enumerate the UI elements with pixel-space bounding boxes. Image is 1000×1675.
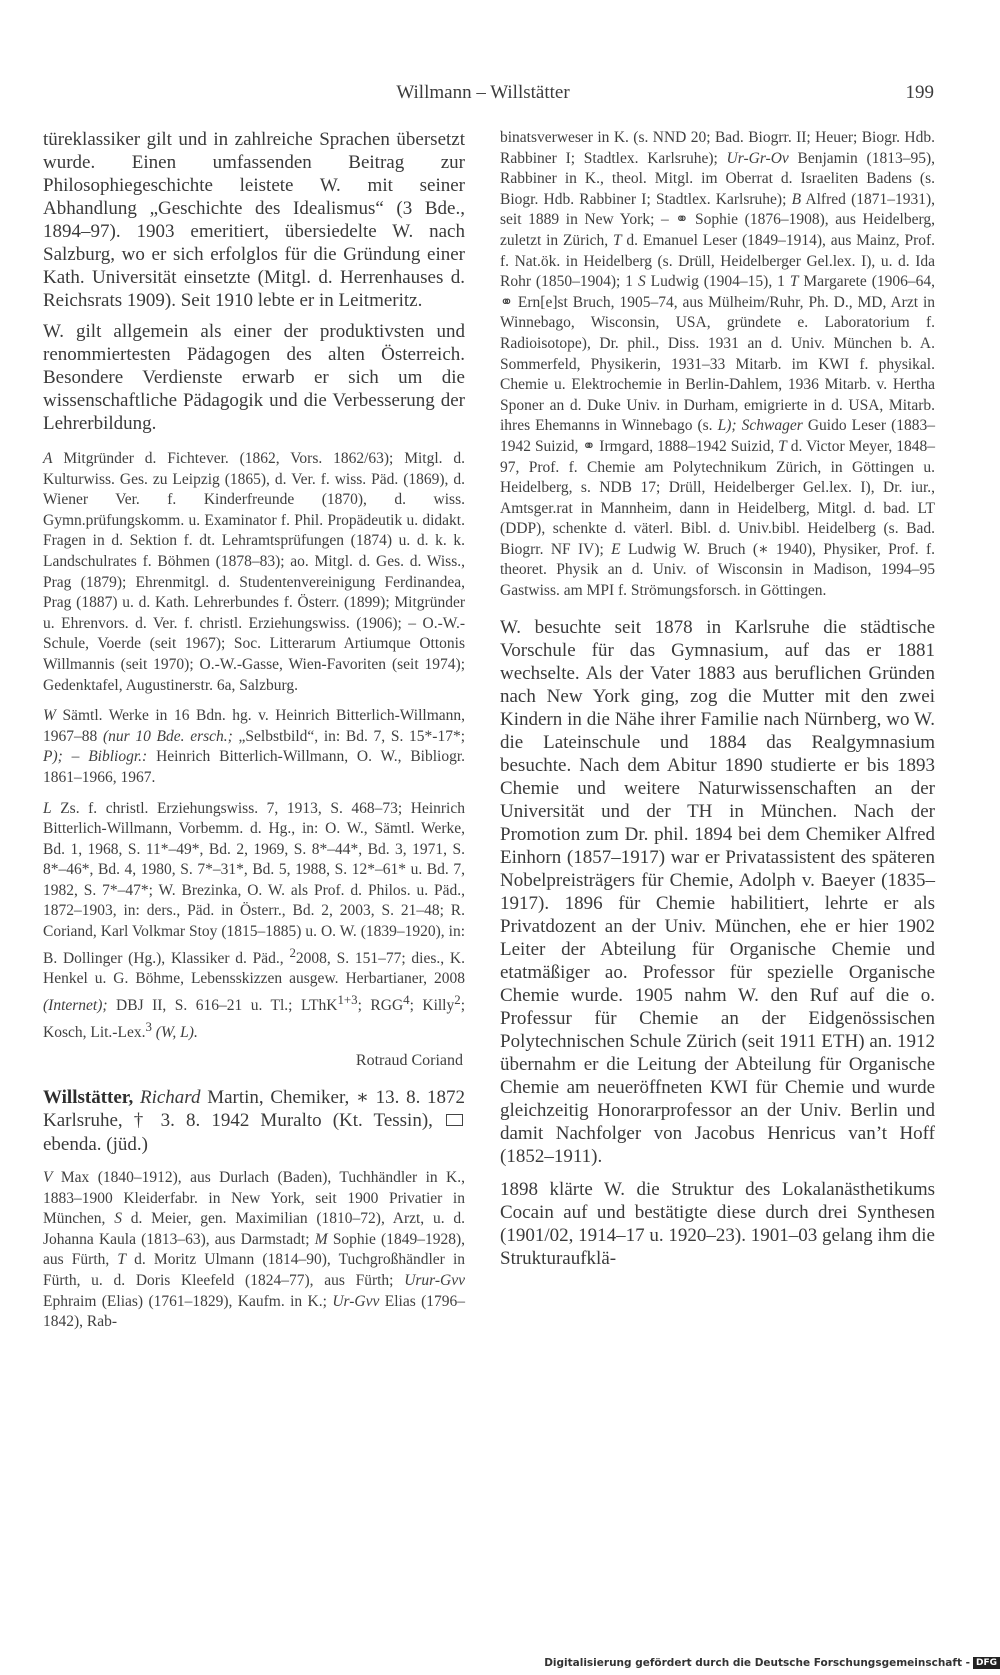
burial-box-icon <box>446 1114 463 1126</box>
r-s: S <box>637 273 646 291</box>
r-text-9: Ludwig W. Bruch (∗ 1940), Physiker, Prof. f. theoret. Physik an d. Univ. of Wisconsin in Madison, 1994–95 Gastwiss. am MPI f. Strömungsforsch. in Göttingen. <box>500 540 936 600</box>
section-w-text-2: „Selbstbild“, in: Bd. 7, S. 15*-17*; <box>238 727 466 745</box>
section-label-w: W <box>43 707 56 725</box>
r-text-2: Benjamin (1813–95), Rabbiner in K., theol. Mitgl. im Oberrat d. Israeliten Badens (s. Biogr. Hdb. Rabbiner I; Stadtlex. Karlsruhe); <box>500 149 935 208</box>
section-l-italic-2: (W, L). <box>155 1023 198 1041</box>
footer-text: Digitalisierung gefördert durch die Deutsche Forschungsgemeinschaft - <box>544 1657 970 1669</box>
entry-lemma: Willstätter, <box>43 1086 134 1108</box>
r-t2: T <box>789 273 799 291</box>
section-w-italic-1: (nur 10 Bde. ersch.; <box>102 727 233 745</box>
r-urgrov: Ur-Gr-Ov <box>726 149 789 167</box>
v-urgvv: Ur-Gvv <box>332 1292 380 1310</box>
v-t: T <box>117 1251 127 1269</box>
paragraph-willstaetter-research: 1898 klärte W. die Struktur des Lokalanästhetikums Cocain auf und bestätigte diese durch drei Synthesen (1901/02, 1914–17 u. 1920–23). 1901–03 gelang ihm die Strukturaufklä- <box>500 1178 935 1269</box>
edition-sup: 2 <box>289 944 296 960</box>
paragraph-willstaetter-career: W. besuchte seit 1878 in Karlsruhe die städtische Vorschule für das Gymnasium, auf das er 1881 wechselte. Als der Vater 1883 aus beruflichen Gründen nach New York ging, zog die Mutter mit den zwei Kindern in die Nähe ihrer Familie nach Nürnberg, wo W. die Lateinschule und 1884 das Realgymnasium besuchte. Nach dem Abitur 1890 studierte er bis 1893 Chemie und weitere Naturwissenschaften an der Universität und der TH in München. Nach der Promotion zum Dr. phil. 1894 bei dem Chemiker Alfred Einhorn (1857–1917) war er Privatassistent des späteren Nobelpreisträgers für Chemie, Adolph v. Baeyer (1835–1917). 1896 für Chemie habilitiert, lehrte er als Privatdozent an der Univ. München, ehe er hier 1902 Leiter der Abteilung für Organische Chemie und etatmäßiger ao. Professor für spezielle Organische Chemie wurde. 1905 nahm W. den Ruf auf die o. Professur für Chemie an der Eidgenössischen Polytechnischen Schule Zürich (seit 1911 ETH) an. 1912 übernahm er die Leitung der Abteilung für Organische Chemie am neueröffneten KWI für Chemie und wurde gleichzeitig Honorarprofessor an der Univ. Berlin und damit Nachfolger von Jacobus Henricus van’t Hoff (1852–1911). <box>500 616 935 1167</box>
v-s: S <box>114 1210 122 1228</box>
r-e: E <box>611 540 621 558</box>
section-label-a: A <box>43 450 53 467</box>
section-w-text-1: Sämtl. Werke in 16 Bdn. hg. v. Heinrich Bitterlich-Willmann, 1967–88 <box>43 707 466 745</box>
section-l-text-2: 2008, S. 151–77; dies., K. Henkel u. G. Böhme, Lebensskizzen ausgew. Herbartianer, 2008 <box>43 949 465 988</box>
r-text-6: Margarete (1906–64, ⚭ Ern[e]st Bruch, 1905–74, aus Mülheim/Ruhr, Ph. D., MD, Arzt in Winnebago, Wisconsin, USA, gründete e. Laboratorium f. Radioisotope), Dr. phil., Diss. 1931 an d. Univ. München b. A. Sommerfeld, Physikerin, 1931–33 Mitarb. im KWI f. physikal. Chemie u. Elektrochemie in Berlin-Dahlem, 1936 Mitarb. v. Hertha Sponer an d. Duke Univ. in Durham, emigrierte in d. USA, Mitarb. ihres Ehemanns in Winnebago (s. <box>500 273 936 435</box>
section-l-text-3: DBJ II, S. 616–21 u. Tl.; LThK <box>116 997 338 1015</box>
section-label-l: L <box>43 799 52 817</box>
section-l-text-1: Zs. f. christl. Erziehungswiss. 7, 1913, S. 468–73; Heinrich Bitterlich-Willmann, Vorbemm. d. Hg., in: O. W., Sämtl. Werke, Bd. 1, 1968, S. 11*–49*, Bd. 2, 1969, S. 8*–44*, Bd. 3, 1971, S. 8*–46*, Bd. 4, 1980, S. 7*–31*, Bd. 5, 1988, S. 12*–61* u. Bd. 7, 1982, S. 7*–47*; W. Brezinka, O. W. als Prof. d. Philos. u. Päd., 1872–1903, in: ders., Päd. in Österr., Bd. 2, 2003, S. 21–48; R. Coriand, Karl Volkmar Stoy (1815–1885) u. O. W. (1839–1920), in: B. Dollinger (Hg.), Klassiker d. Päd., <box>43 799 465 967</box>
v-urur: Urur-Gvv <box>404 1271 465 1289</box>
r-text-1: binatsverweser in K. (s. NND 20; Bad. Biogrr. II; Heuer; Biogr. Hdb. Rabbiner I; Stadtlex. Karlsruhe); <box>500 129 935 167</box>
r-text-4: d. Emanuel Leser (1849–1914), aus Mainz, Prof. f. Nat.ök. in Heidelberg (s. Drüll, Heidelberger Gel.lex. I), u. d. Ida Rohr (1850–1904); 1 <box>500 231 936 291</box>
entry-forename: Richard <box>139 1086 201 1108</box>
rgg-sup: 4 <box>403 992 410 1007</box>
v-text-5: Ephraim (Elias) (1761–1829), Kaufm. in K.; <box>43 1292 327 1310</box>
v-text-4: d. Moritz Ulmann (1814–90), Tuchgroßhändler in Fürth, u. d. Doris Kleefeld (1824–77), aus Fürth; <box>43 1251 466 1289</box>
lthk-sup: 1+3 <box>337 992 358 1007</box>
r-text-5: Ludwig (1904–15), 1 <box>650 273 785 291</box>
author-byline: Rotraud Coriand <box>355 1051 463 1069</box>
section-label-v: V <box>43 1169 53 1186</box>
r-t1: T <box>612 231 622 249</box>
section-w-italic-2: P); – Bibliogr.: <box>43 748 148 766</box>
section-a-honours <box>43 449 465 696</box>
r-b: B <box>791 190 802 208</box>
v-text-6: Elias (1796–1842), Rab- <box>43 1292 466 1331</box>
section-l-literature <box>43 799 465 1044</box>
r-l: L); <box>717 417 737 435</box>
entry-heading-willstaetter <box>43 1086 465 1157</box>
paragraph-willmann-career: türeklassiker gilt und in zahlreiche Sprachen übersetzt wurde. Einen umfassenden Beitrag zur Philosophiegeschichte leistete W. mit seiner Abhandlung „Geschichte des Idealismus“ (3 Bde., 1894–97). 1903 emeritiert, übersiedelte W. nach Salzburg, wo er sich erfolglos für die Gründung einer Kath. Universität einsetzte (Mitgl. d. Herrenhauses d. Reichsrats 1909). Seit 1910 lebte er in Leitmeritz. <box>43 129 465 311</box>
running-head <box>0 82 1000 110</box>
dfg-logo: DFG <box>973 1657 1000 1669</box>
page-number: 199 <box>905 82 934 103</box>
entry-vitals-2: ebenda. (jüd.) <box>43 1133 148 1155</box>
entry-vitals: Martin, Chemiker, ∗ 13. 8. 1872 Karlsruhe, † 3. 8. 1942 Muralto (Kt. Tessin), <box>43 1086 466 1131</box>
section-v-genealogy <box>43 1168 465 1333</box>
running-title: Willmann – Willstätter <box>396 82 570 103</box>
r-text-3: Alfred (1871–1931), seit 1889 in New York; – ⚭ Sophie (1876–1908), aus Heidelberg, zuletzt in Zürich, <box>500 190 936 249</box>
v-text-1: Max (1840–1912), aus Durlach (Baden), Tuchhändler in K., 1883–1900 Kleiderfabr. in New York, seit 1900 Privatier in München, <box>43 1169 465 1228</box>
section-l-text-4: ; RGG <box>357 997 404 1015</box>
v-text-3: Sophie (1849–1928), aus Fürth, <box>43 1230 465 1269</box>
v-text-2: d. Meier, gen. Maximilian (1810–72), Arzt, u. d. Johanna Kaula (1813–63), aus Darmstadt; <box>43 1210 466 1248</box>
paragraph-willmann-assessment: W. gilt allgemein als einer der produktivsten und renommiertesten Pädagogen des alten Österreich. Besondere Verdienste erwarb er sich um die wissenschaftliche Pädagogik und die Verbesserung der Lehrerbildung. <box>43 321 465 434</box>
r-schwager: Schwager <box>741 417 803 435</box>
r-text-8: d. Victor Meyer, 1848–97, Prof. f. Chemie am Polytechnikum Zürich, in Göttingen u. Heidelberg, s. NDB 17; Drüll, Heidelberger Gel.lex. I), Dr. iur., Amtsger.rat in Mannheim, dann in Heidelberg, Mitgl. d. bad. LT (DDP), schenkte d. väterl. Bibl. d. Univ.bibl. Heidelberg (s. Bad. Biogrr. NF IV); <box>500 437 935 558</box>
r-t3: T <box>778 437 787 455</box>
digitization-footer <box>544 1657 1000 1669</box>
section-w-works <box>43 706 465 788</box>
genealogy-continued <box>500 128 935 602</box>
section-l-italic-1: (Internet); <box>43 997 108 1015</box>
section-a-text: Mitgründer d. Fichtever. (1862, Vors. 1862/63); Mitgl. d. Kulturwiss. Ges. zu Leipzig (1865), d. Ver. f. wiss. Päd. (1869), d. Wiener Ver. f. Kinderfreunde (1870), d. wiss. Gymn.prüfungskomm. u. Examinator f. Phil. Propädeutik u. didakt. Fragen in d. Sektion f. dt. Lehramtsprüfungen (1874) u. d. k. k. Landschulrates f. Böhmen (1878–83); ao. Mitgl. d. Ges. d. Wiss., Prag (1879); Ehrenmitgl. d. Studentenvereinigung Ferdinandea, Prag (1887) u. d. Kath. Lehrerbundes f. Österr. (1899); Mitgründer u. Ehrenvors. d. Ver. f. christl. Erziehungswiss. (1906); – O.-W.-Schule, Voerde (seit 1967); Soc. Litterarum Artiumque Ottonis Willmannis (seit 1970); O.-W.-Gasse, Wien-Favoriten (seit 1974); Gedenktafel, Augustinerstr. 6a, Salzburg. <box>43 450 465 694</box>
left-column <box>43 128 465 1341</box>
r-text-7: Guido Leser (1883–1942 Suizid, ⚭ Irmgard, 1888–1942 Suizid, <box>500 417 936 455</box>
section-w-text-3: Heinrich Bitterlich-Willmann, O. W., Bibliogr. 1861–1966, 1967. <box>43 748 466 786</box>
kosch-sup: 3 <box>145 1018 152 1034</box>
section-l-text-5: ; Killy <box>409 997 455 1015</box>
section-l-text-6: ; Kosch, Lit.-Lex. <box>43 997 466 1041</box>
v-m: M <box>314 1230 328 1248</box>
killy-sup: 2 <box>454 992 461 1007</box>
right-column <box>500 128 935 1278</box>
